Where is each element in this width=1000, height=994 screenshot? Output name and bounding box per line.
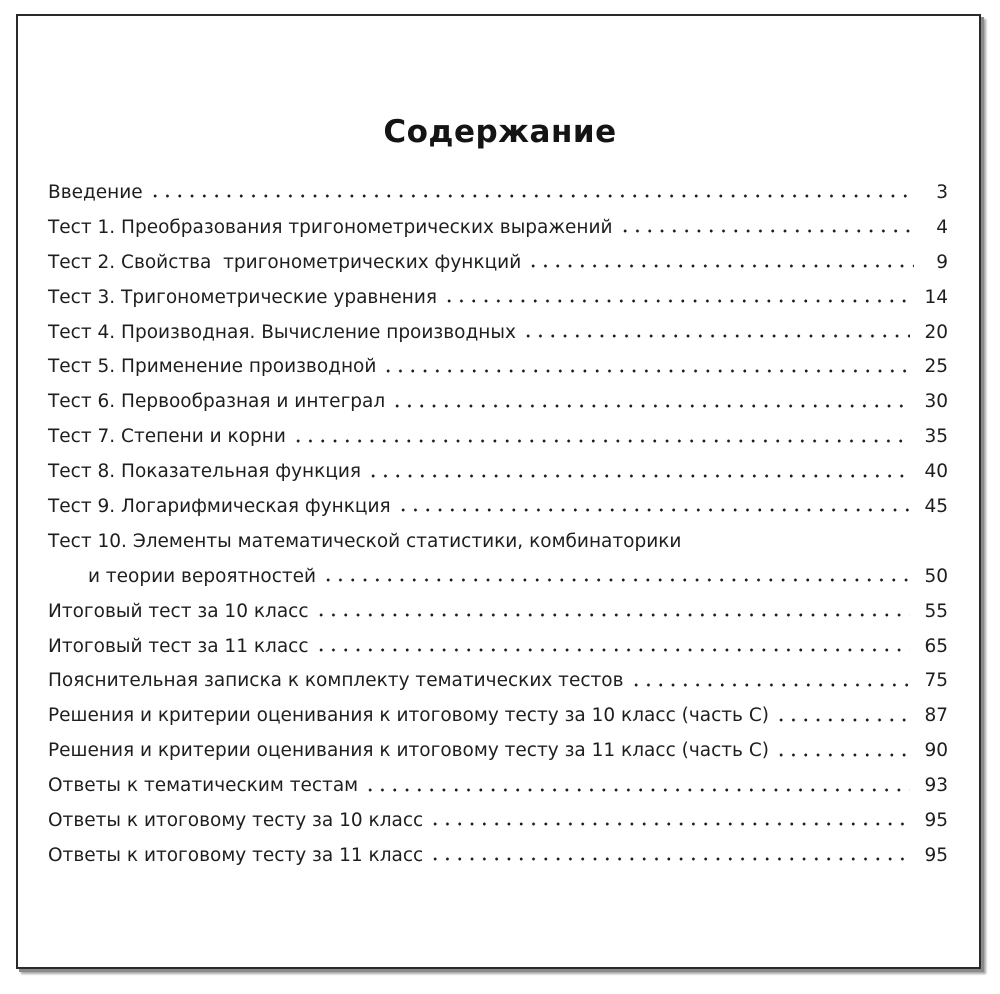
toc-entry-explanatory-note[interactable] [48,664,948,699]
toc-page-number: 95 [924,810,948,832]
toc-entry-solutions-11[interactable] [48,734,948,769]
toc-entry-test-6[interactable] [48,385,948,420]
dot-leader [522,334,911,338]
toc-page-number: 3 [936,182,948,203]
toc-entry-title: Тест 4. Производная. Вычисление производных [48,321,516,343]
toc-entry-title: Тест 5. Применение производной [48,356,377,378]
dot-leader [429,857,910,861]
toc-entry-title: Тест 3. Тригонометрические уравнения [48,286,438,308]
toc-entry-title: Ответы к тематическим тестам [48,775,359,797]
toc-entry-final-test-11[interactable] [48,630,948,665]
toc-entry-test-2[interactable] [48,246,948,281]
toc-entry-test-5[interactable] [48,350,948,385]
toc-page-number: 65 [924,635,948,657]
toc-page-number: 25 [924,356,948,378]
toc-entry-title: Тест 2. Свойства тригонометрических функций [48,251,522,273]
toc-page-number: 40 [924,461,948,483]
toc-entry-intro[interactable] [48,176,948,211]
toc-page-number: 55 [924,600,948,622]
toc-entry-test-3[interactable] [48,281,948,316]
toc-page-number: 90 [924,740,948,762]
dot-leader [315,648,911,652]
toc-entry-title: Решения и критерии оценивания к итоговому тесту за 10 класс (часть С) [48,705,769,727]
page-title: Содержание [383,114,617,150]
toc-entry-title: Тест 7. Степени и корни [48,426,286,448]
toc-page-number: 30 [924,391,948,413]
dot-leader [322,578,910,582]
dot-leader [775,718,910,722]
toc-entry-test-1[interactable] [48,211,948,246]
toc-entry-title: Итоговый тест за 10 класс [48,600,309,622]
toc-entry-title: Пояснительная записка к комплекту тематических тестов [48,670,624,692]
toc-entry-test-9[interactable] [48,490,948,525]
toc-page-number: 75 [924,670,948,692]
dot-leader [619,229,914,233]
toc-entry-title-continuation: и теории вероятностей [88,565,317,587]
toc-entry-title: Тест 10. Элементы математической статистики, комбинаторики [48,530,682,552]
toc-page-number: 9 [936,251,948,273]
toc-page-number: 20 [924,321,948,343]
toc-entry-title: Тест 8. Показательная функция [48,461,362,483]
dot-leader [429,822,910,826]
dot-leader [292,439,911,443]
toc-entry-title: Итоговый тест за 11 класс [48,635,309,657]
toc-entry-title: Введение [48,182,143,203]
toc-page-number: 35 [924,426,948,448]
dot-leader [367,474,910,478]
toc-page-number: 14 [924,286,948,308]
toc-entry-answers-final-10[interactable] [48,804,948,839]
toc-entry-test-7[interactable] [48,420,948,455]
toc-page-number: 95 [924,844,948,866]
toc-entry-answers-thematic[interactable] [48,769,948,804]
toc-page-number: 45 [924,496,948,518]
toc-page-number: 4 [936,216,948,238]
toc-page-number: 93 [924,775,948,797]
table-of-contents [48,176,948,874]
toc-entry-title: Решения и критерии оценивания к итоговому тесту за 11 класс (часть С) [48,740,769,762]
toc-entry-final-test-10[interactable] [48,595,948,630]
toc-entry-title: Тест 1. Преобразования тригонометрических выражений [48,216,613,238]
toc-entry-title: Ответы к итоговому тесту за 11 класс [48,844,424,866]
toc-entry-test-4[interactable] [48,316,948,351]
toc-page-number: 87 [924,705,948,727]
dot-leader [630,683,911,687]
dot-leader [391,404,910,408]
toc-page-number: 50 [924,565,948,587]
toc-entry-title: Тест 9. Логарифмическая функция [48,496,391,518]
toc-entry-test-10[interactable] [48,525,948,595]
toc-entry-title: Тест 6. Первообразная и интеграл [48,391,386,413]
dot-leader [397,508,911,512]
dot-leader [315,613,911,617]
toc-entry-title: Ответы к итоговому тесту за 10 класс [48,810,424,832]
dot-leader [527,264,914,268]
dot-leader [364,788,910,792]
dot-leader [382,369,910,373]
toc-entry-answers-final-11[interactable] [48,839,948,874]
dot-leader [775,753,910,757]
dot-leader [443,299,910,303]
toc-entry-test-8[interactable] [48,455,948,490]
toc-entry-solutions-10[interactable] [48,699,948,734]
dot-leader [149,194,914,198]
